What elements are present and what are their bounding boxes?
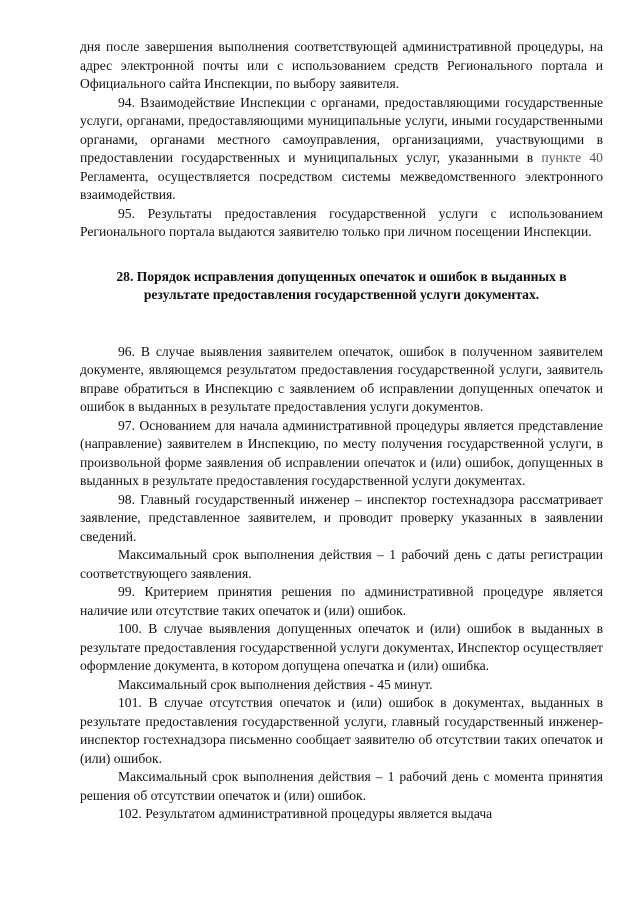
paragraph-98-term: Максимальный срок выполнения действия – 1 рабочий день с даты регистрации соответствующего заявления.	[80, 547, 603, 581]
paragraph-95: 95. Результаты предоставления государственной услуги с использованием Регионального портала выдаются заявителю только при личном посещении Инспекции.	[80, 205, 603, 239]
paragraph-101: 101. В случае отсутствия опечаток и (или) ошибок в документах, выданных в результате предоставления государственной услуги, главный государственный инженер-инспектор гостехнадзора письменно сообщает заявителю об отсутствии таких опечаток и (или) ошибок.	[80, 695, 603, 766]
paragraph-100-term: Максимальный срок выполнения действия - 45 минут.	[118, 676, 433, 692]
paragraph-98: 98. Главный государственный инженер – инспектор гостехнадзора рассматривает заявление, представленное заявителем, и проводит проверку указанных в заявлении сведений.	[80, 491, 603, 544]
paragraph-94	[80, 94, 603, 205]
paragraph-97: 97. Основанием для начала административной процедуры является представление (направление) заявителем в Инспекцию, по месту получения государственной услуги, в произвольной форме заявления об исправлении опечаток и (или) ошибок, допущенных в выданных в результате предоставления государственной услуги документах.	[80, 417, 603, 488]
document-body	[80, 38, 603, 824]
paragraph-continuation: дня после завершения выполнения соответствующей административной процедуры, на адрес электронной почты или с использованием средств Регионального портала и Официального сайта Инспекции, по выбору заявителя.	[80, 39, 603, 91]
paragraph-102: 102. Результатом административной процедуры является выдача	[118, 806, 493, 821]
spacer	[80, 305, 603, 343]
paragraph-96: 96. В случае выявления заявителем опечаток, ошибок в полученном заявителем документе, являющемся результатом предоставления государственной услуги, заявитель вправе обратиться в Инспекцию с заявлением об исправлении допущенных опечаток и ошибок в выданных в результате предоставления услуги документов.	[80, 343, 603, 414]
paragraph-94-text-end: Регламента, осуществляется посредством системы межведомственного электронного взаимодействия.	[80, 168, 603, 202]
spacer	[80, 242, 603, 268]
paragraph-101-term: Максимальный срок выполнения действия – 1 рабочий день с момента принятия решения об отсутствии опечаток и (или) ошибок.	[80, 769, 603, 803]
paragraph-94-reference: пункте 40	[541, 150, 603, 165]
section-heading: 28. Порядок исправления допущенных опечаток и ошибок в выданных в результате предоставления государственной услуги документах.	[116, 268, 567, 302]
paragraph-94-text-start: 94. Взаимодействие Инспекции с органами, предоставляющими государственные услуги, органами, предоставляющими муниципальные услуги, иными государственными органами, органами местного самоуправления, организациями, участвующими в предоставлении государственных и муниципальных услуг, указанными в	[80, 94, 603, 165]
paragraph-100: 100. В случае выявления допущенных опечаток и (или) ошибок в выданных в результате предоставления государственной услуги документах, Инспектор осуществляет оформление документа, в котором допущена опечатка и (или) ошибка.	[80, 621, 603, 673]
paragraph-99: 99. Критерием принятия решения по административной процедуре является наличие или отсутствие таких опечаток и (или) ошибок.	[80, 584, 603, 618]
